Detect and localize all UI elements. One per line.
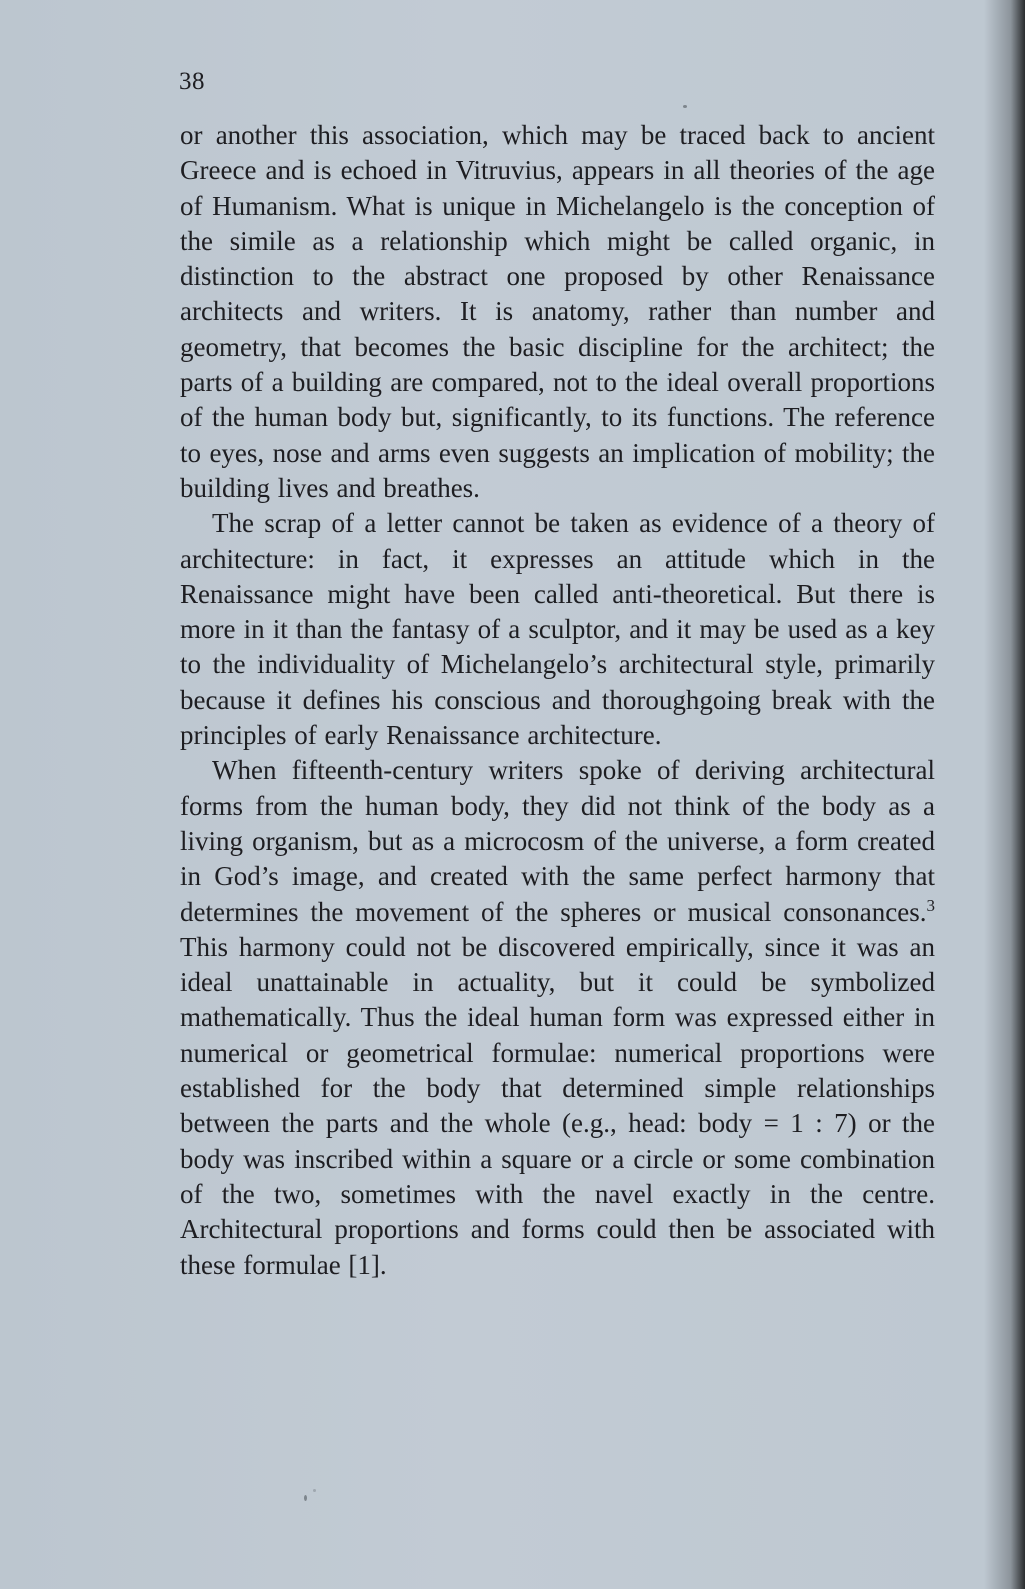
paper-speck (313, 1489, 316, 1492)
paragraph-1: or another this association, which may be traced back to ancient Greece and is echoed in Vitruvius, appears in all theories of the age of Humanism. What is unique in Michelangelo is the conception of the simile as a relationship which might be called organic, in distinction to the abstract one proposed by other Renaissance architects and writers. It is anatomy, rather than number and geometry, that becomes the basic discipline for the architect; the parts of a building are compared, not to the ideal overall proportions of the human body but, significantly, to its functions. The reference to eyes, nose and arms even suggests an implication of mobility; the building lives and breathes. (180, 120, 935, 503)
paragraph-3 (180, 753, 935, 1282)
footnote-reference: 3 (926, 895, 935, 915)
paper-speck (304, 1495, 307, 1501)
page-number: 38 (179, 68, 205, 95)
paragraph-3-text-after: This harmony could not be discovered empirically, since it was an ideal unattainable in actuality, but it could be symbolized mathematically. Thus the ideal human form was expressed either in numerical or geometrical formulae: numerical proportions were established for the body that determined simple relationships between the parts and the whole (e.g., head: body = 1 : 7) or the body was inscribed within a square or a circle or some combination of the two, sometimes with the navel exactly in the centre. Architectural proportions and forms could then be associated with these formulae [1]. (180, 931, 935, 1280)
body-text (180, 118, 935, 1283)
paragraph-3-text-before: When fifteenth-century writers spoke of deriving architectural forms from the human body, they did not think of the body as a living organism, but as a microcosm of the universe, a form created in God’s image, and created with the same perfect harmony that determines the movement of the spheres or musical consonances. (180, 755, 935, 927)
paragraph-2: The scrap of a letter cannot be taken as evidence of a theory of architecture: in fact, it expresses an attitude which in the Renaissance might have been called anti-theoretical. But there is more in it than the fantasy of a sculptor, and it may be used as a key to the individuality of Michelangelo’s architectural style, primarily because it defines his conscious and thoroughgoing break with the principles of early Renaissance architecture. (180, 508, 935, 751)
paper-speck (683, 105, 687, 108)
